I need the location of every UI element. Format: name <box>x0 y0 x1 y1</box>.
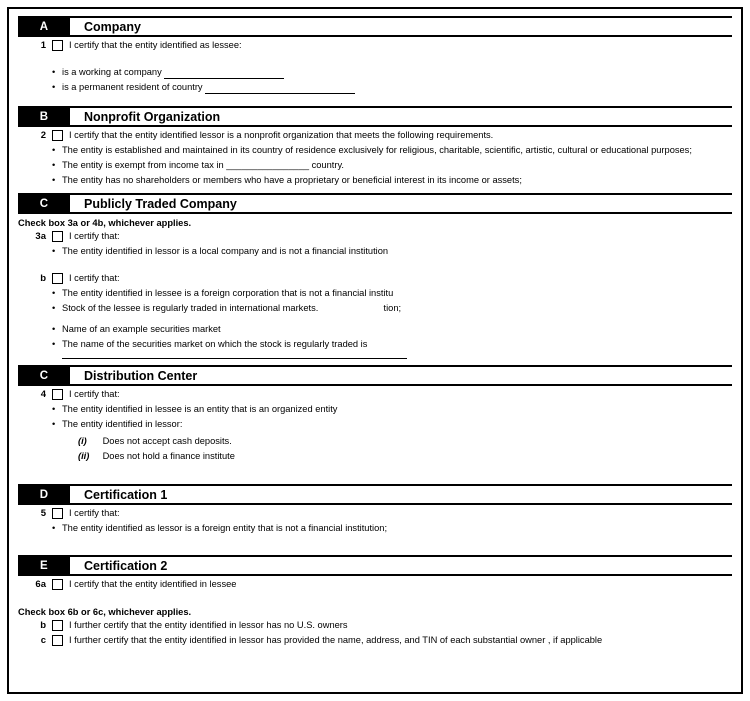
part-b-number: 2 <box>40 130 46 141</box>
part-e-number-6c: c <box>40 635 46 646</box>
part-d-title: Certification 1 <box>70 486 732 503</box>
part-b-checkbox-1[interactable] <box>52 130 63 141</box>
part-c-cert-text-3b: I certify that: <box>69 273 120 283</box>
part-c2-roman-2 <box>78 449 732 464</box>
part-a-bullets <box>52 65 732 94</box>
part-c-bullet-3b-1: • The entity identified in lessee is a foreign corporation that is not a financial institu <box>52 286 732 300</box>
part-d <box>18 484 732 555</box>
part-c-checkbox-3a[interactable] <box>52 231 63 242</box>
part-b-letter: B <box>18 108 70 125</box>
form-content <box>18 16 732 647</box>
part-b-cert-text: I certify that the entity identified lessor is a nonprofit organization that meets the following requirements. <box>69 130 494 140</box>
part-e-header <box>18 555 732 576</box>
part-b-bullet-3: • The entity has no shareholders or members who have a proprietary or beneficial interest in its income or assets; <box>52 173 732 187</box>
part-c2-romans <box>78 434 732 464</box>
part-c-checkbox-3b[interactable] <box>52 273 63 284</box>
part-e-row-6b <box>18 619 732 632</box>
part-a-checkbox-1[interactable] <box>52 40 63 51</box>
part-c-bullet-market-traded: • The name of the securities market on which the stock is regularly traded is <box>52 337 732 351</box>
part-d-cert-text: I certify that: <box>69 508 120 518</box>
part-c2-number: 4 <box>40 389 46 400</box>
part-c-bullets-3b <box>52 286 732 315</box>
part-e-letter: E <box>18 557 70 574</box>
part-c-bullet-3a-1: • The entity identified in lessor is a local company and is not a financial institution <box>52 244 732 258</box>
part-d-letter: D <box>18 486 70 503</box>
part-c-row-3b <box>18 272 732 285</box>
part-b-bullet-1: • The entity is established and maintained in its country of residence exclusively for religious, charitable, scientific, artistic, cultural or educational purposes; <box>52 143 732 157</box>
part-e-row-6a <box>18 578 732 591</box>
part-c-bullets-3a <box>52 244 732 258</box>
part-c2-roman-1 <box>78 434 732 449</box>
part-c2-row-4 <box>18 388 732 401</box>
part-a-letter: A <box>18 18 70 35</box>
part-c-cert-text-3a: I certify that: <box>69 231 120 241</box>
part-e-checkbox-6b[interactable] <box>52 620 63 631</box>
part-c-distribution-center <box>18 365 732 484</box>
part-a-bullet-2: • is a permanent resident of country <box>52 80 732 94</box>
part-d-header <box>18 484 732 505</box>
part-a-title: Company <box>70 18 732 35</box>
part-e-checkbox-6a[interactable] <box>52 579 63 590</box>
part-c2-cert-text: I certify that: <box>69 389 120 399</box>
part-b-header <box>18 106 732 127</box>
part-e-number-6a: 6a <box>35 579 46 590</box>
part-e-cert-text: I certify that the entity identified in lessee <box>69 579 237 589</box>
part-e <box>18 555 732 647</box>
part-c2-bullet-1: • The entity identified in lessee is an entity that is an organized entity <box>52 402 732 416</box>
part-c2-bullet-2: • The entity identified in lessor: <box>52 417 732 431</box>
part-c-letter: C <box>18 195 70 212</box>
part-d-checkbox-5[interactable] <box>52 508 63 519</box>
part-b <box>18 106 732 193</box>
part-c-trailing-fragment: tion; <box>383 303 402 313</box>
part-c-number-3b: b <box>40 273 46 284</box>
part-c-bullet-market-name: • Name of an example securities market <box>52 322 732 336</box>
part-c2-roman-1-marker: (i) <box>78 436 87 446</box>
part-a-bullet-1: • is a working at company <box>52 65 732 79</box>
part-d-number: 5 <box>40 508 46 519</box>
part-b-title: Nonprofit Organization <box>70 108 732 125</box>
part-a-row-1 <box>18 39 732 52</box>
part-c-bullet-3b-2: • Stock of the lessee is regularly traded in international markets. tion; <box>52 301 732 315</box>
part-a-blank-2[interactable] <box>205 83 355 94</box>
part-c2-bullets <box>52 402 732 431</box>
part-a-cert-text: I certify that the entity identified as lessee: <box>69 40 242 50</box>
part-d-bullet-1: • The entity identified as lessor is a foreign entity that is not a financial institution; <box>52 521 732 535</box>
part-d-row-5 <box>18 507 732 520</box>
part-e-row-6c <box>18 634 732 647</box>
part-c-publicly-traded <box>18 193 732 365</box>
part-e-text-6b: I further certify that the entity identified in lessor has no U.S. owners <box>69 620 348 630</box>
part-a <box>18 16 732 106</box>
part-e-number-6b: b <box>40 620 46 631</box>
part-c2-roman-2-marker: (ii) <box>78 451 90 461</box>
part-c-title: Publicly Traded Company <box>70 195 732 212</box>
part-c-extra-bullets <box>52 322 732 351</box>
part-e-title: Certification 2 <box>70 557 732 574</box>
part-c-row-3a <box>18 230 732 243</box>
part-c2-roman-1-text: Does not accept cash deposits. <box>102 436 232 446</box>
part-c2-header <box>18 365 732 386</box>
part-c2-roman-2-text: Does not hold a finance institute <box>102 451 235 461</box>
part-b-bullets <box>52 143 732 187</box>
part-c-header <box>18 193 732 214</box>
part-c-check-note: Check box 3a or 4b, whichever applies. <box>18 218 192 228</box>
part-a-header <box>18 16 732 37</box>
part-c2-letter: C <box>18 367 70 384</box>
part-d-bullets <box>52 521 732 535</box>
part-c2-title: Distribution Center <box>70 367 732 384</box>
part-e-checkbox-6c[interactable] <box>52 635 63 646</box>
part-b-row-1 <box>18 129 732 142</box>
part-c2-checkbox-4[interactable] <box>52 389 63 400</box>
part-b-bullet-2: • The entity is exempt from income tax in ________________ country. <box>52 158 732 172</box>
part-a-number: 1 <box>40 40 46 51</box>
part-e-check-note: Check box 6b or 6c, whichever applies. <box>18 607 192 617</box>
part-c-number-3a: 3a <box>35 231 46 242</box>
part-e-text-6c: I further certify that the entity identified in lessor has provided the name, address, and TIN of each substantial owner , if applicable <box>69 635 603 645</box>
part-a-blank-1[interactable] <box>164 68 284 79</box>
